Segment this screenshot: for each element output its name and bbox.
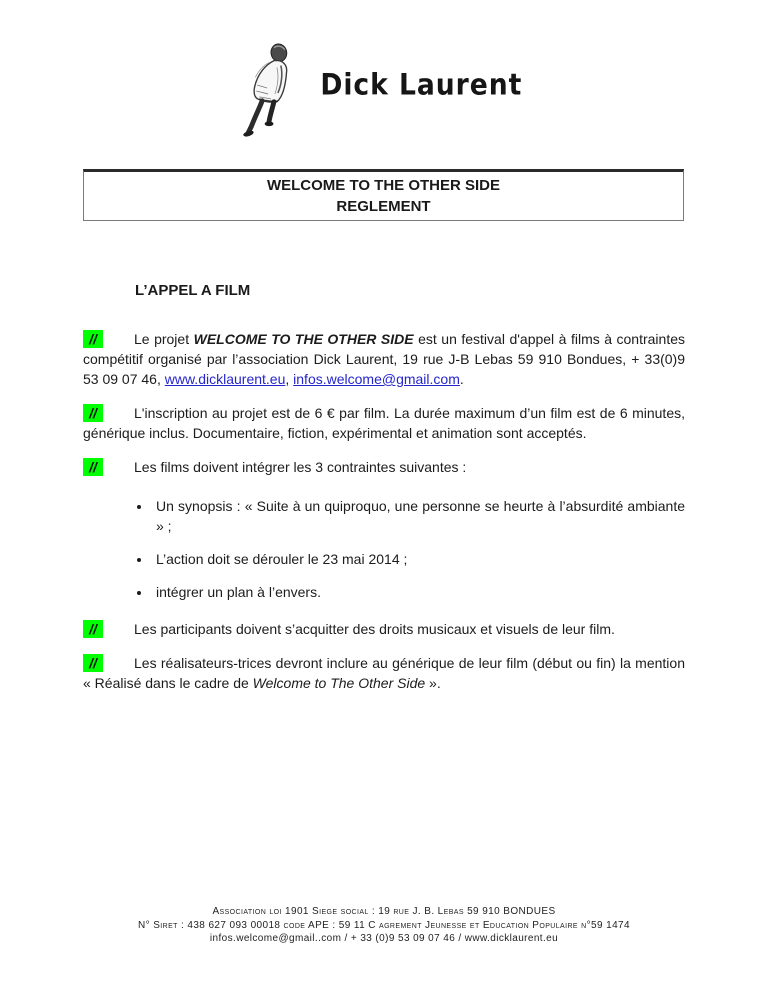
paragraph-text: L'inscription au projet est de 6 € par film. La durée maximum d’un film est de 6 minutes, générique inclus. Documentaire, fiction, expérimental et animation sont acceptés. — [83, 405, 685, 441]
paragraph-text: . — [459, 371, 464, 387]
festival-title-inline: WELCOME TO THE OTHER SIDE — [193, 331, 414, 347]
list-item-text: intégrer un plan à l’envers. — [156, 584, 321, 600]
section-heading: L’APPEL A FILM — [135, 282, 251, 299]
paragraph-text: Les réalisateurs-trices devront inclure au générique de leur film (début ou fin) la mention « Réalisé dans le cadre de — [83, 655, 685, 691]
slash-marker-icon: // — [83, 330, 103, 348]
email-link[interactable]: infos.welcome@gmail.com — [293, 371, 460, 387]
list-item-text: L’action doit se dérouler le 23 mai 2014 ; — [156, 551, 408, 567]
page-footer — [0, 905, 768, 946]
festival-title-inline: Welcome to The Other Side — [252, 675, 426, 691]
constraints-list — [83, 496, 685, 602]
paragraph-text: Le projet — [134, 331, 194, 347]
footer-association-line: Association loi 1901 Siege social : 19 rue J. B. Lebas 59 910 BONDUES — [212, 906, 556, 917]
list-item — [152, 549, 685, 569]
paragraph-rights — [83, 619, 685, 639]
list-item — [152, 496, 685, 536]
paragraph-inscription — [83, 403, 685, 443]
document-body — [83, 329, 685, 693]
document-title-line2: REGLEMENT — [336, 198, 431, 215]
paragraph-text: Les films doivent intégrer les 3 contraintes suivantes : — [134, 459, 467, 475]
slash-marker-icon: // — [83, 654, 103, 672]
document-title-line1: WELCOME TO THE OTHER SIDE — [266, 177, 501, 194]
list-item — [152, 582, 685, 602]
website-link[interactable]: www.dicklaurent.eu — [164, 371, 286, 387]
list-item-text: Un synopsis : « Suite à un quiproquo, une personne se heurte à l’absurdité ambiante » ; — [156, 498, 685, 534]
paragraph-project — [83, 329, 685, 389]
slash-marker-icon: // — [83, 458, 103, 476]
footer-siret-line: N° Siret : 438 627 093 00018 code APE : 59 11 C agrement Jeunesse et Education Populaire n°59 1474 — [138, 919, 630, 931]
paragraph-text: ». — [425, 675, 441, 691]
paragraph-text: est un festival d'appel à films à contraintes compétitif organisé par l’association Dick Laurent, 19 rue J-B Lebas 59 910 Bondues, + 33(0)9 53 09 07 46, — [83, 331, 686, 387]
paragraph-credits-mention — [83, 653, 685, 693]
brand-name: Dick Laurent — [320, 66, 522, 102]
walking-man-sketch-icon — [241, 42, 303, 140]
logo — [0, 42, 768, 140]
paragraph-text: , — [285, 371, 294, 387]
slash-marker-icon: // — [83, 404, 103, 422]
title-box — [83, 169, 684, 221]
slash-marker-icon: // — [83, 620, 103, 638]
paragraph-text: Les participants doivent s’acquitter des droits musicaux et visuels de leur film. — [134, 621, 615, 637]
paragraph-constraints-intro — [83, 457, 685, 477]
footer-contact-line: infos.welcome@gmail..com / + 33 (0)9 53 09 07 46 / www.dicklaurent.eu — [209, 933, 559, 944]
